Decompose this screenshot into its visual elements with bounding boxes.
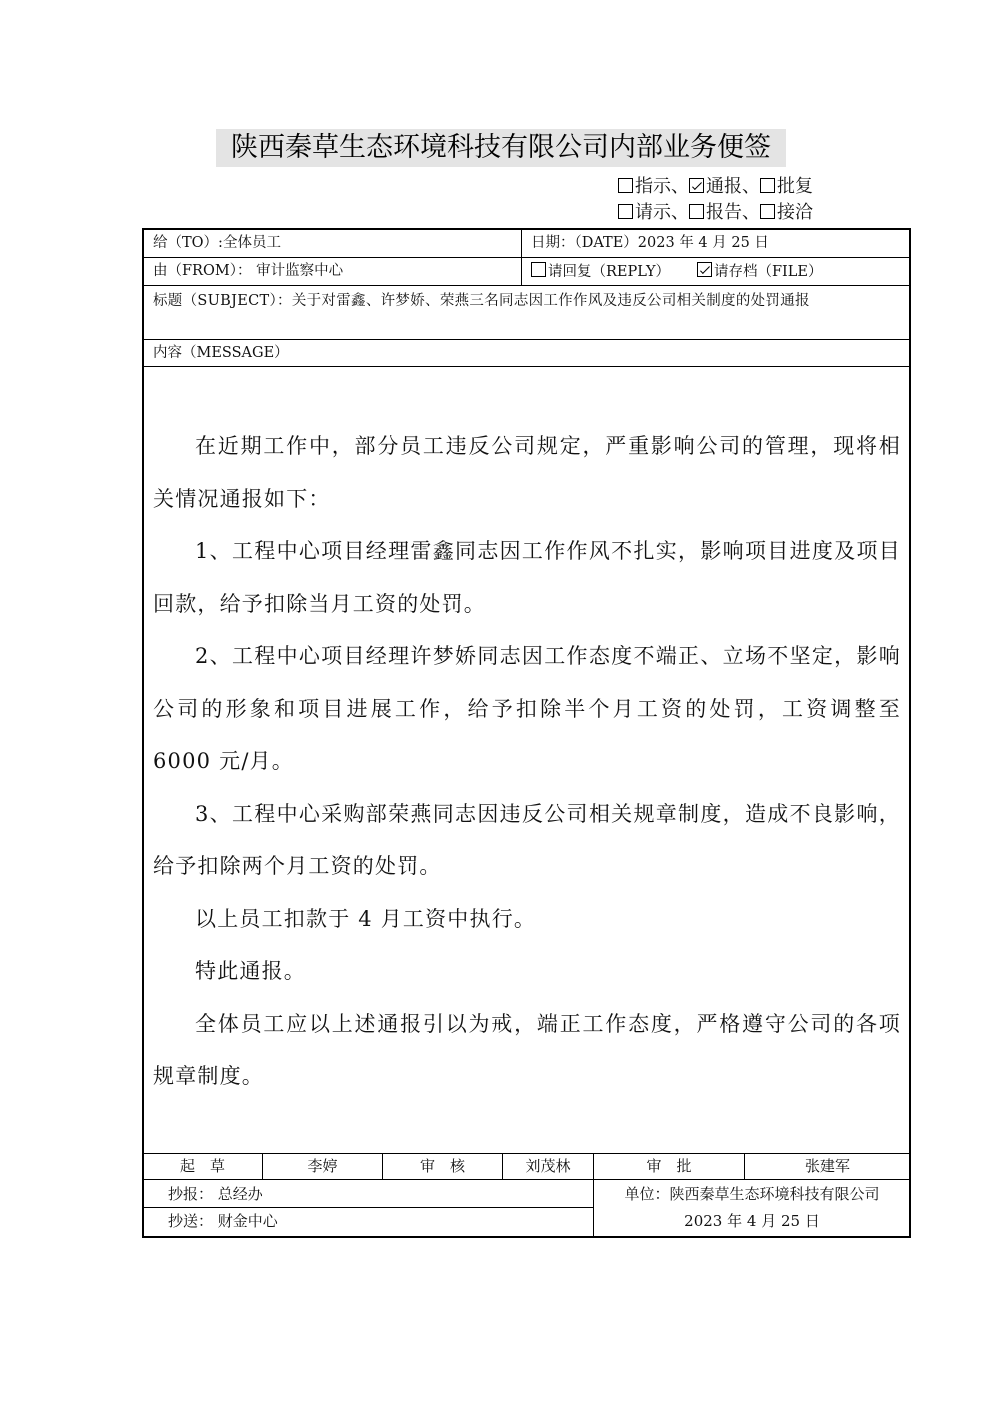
checkbox-instruct (618, 178, 633, 193)
option-approve-reply: 批复 (760, 176, 813, 197)
header-divider (521, 229, 522, 285)
divider (142, 1179, 911, 1180)
subject-field: 标题（SUBJECT）：关于对雷鑫、许梦娇、荣燕三名同志因工作作风及违反公司相关制度的处罚通报 (153, 293, 810, 309)
divider (142, 285, 911, 286)
review-label: 审 核 (419, 1157, 465, 1175)
divider (142, 1207, 593, 1208)
issue-date: 2023 年 4 月 25 日 (684, 1212, 820, 1230)
divider (142, 257, 911, 258)
option-liaison: 接洽 (760, 202, 813, 223)
date-field: 日期：（DATE）2023 年 4 月 25 日 (531, 235, 769, 251)
category-options-row-1: 指示、 通报、 批复 (618, 175, 813, 199)
document-title: 陕西秦草生态环境科技有限公司内部业务便签 (216, 129, 786, 167)
draft-name: 李婷 (307, 1157, 338, 1175)
to-field: 给（TO）:全体员工 (153, 235, 281, 251)
file-option: 请存档（FILE） (697, 262, 823, 281)
checkbox-report (689, 204, 704, 219)
body-paragraph: 特此通报。 (195, 959, 306, 983)
reply-checkbox (531, 262, 546, 277)
checkbox-request (618, 204, 633, 219)
body-paragraph: 3、工程中心采购部荣燕同志因违反公司相关规章制度，造成不良影响，给予扣除两个月工资的处罚。 (153, 801, 901, 878)
option-request: 请示 (618, 202, 671, 223)
divider (142, 339, 911, 340)
from-field: 由（FROM）： 审计监察中心 (153, 263, 344, 279)
file-checkbox (697, 262, 712, 277)
approve-name: 张建军 (804, 1157, 850, 1175)
review-name: 刘茂林 (525, 1157, 571, 1175)
body-paragraph: 全体员工应以上述通报引以为戒，端正工作态度，严格遵守公司的各项规章制度。 (153, 1011, 901, 1088)
approve-label: 审 批 (646, 1157, 692, 1175)
category-options-row-2: 请示、 报告、 接洽 (618, 201, 813, 225)
option-report: 报告 (689, 202, 742, 223)
body-paragraph: 2、工程中心项目经理许梦娇同志因工作态度不端正、立场不坚定，影响公司的形象和项目进展工作，给予扣除半个月工资的处罚，工资调整至 6000 元/月。 (153, 644, 901, 773)
checkbox-liaison (760, 204, 775, 219)
divider (142, 1153, 911, 1154)
reply-option: 请回复（REPLY） (531, 262, 670, 281)
body-paragraph: 以上员工扣款于 4 月工资中执行。 (195, 906, 537, 931)
checkbox-approve-reply (760, 178, 775, 193)
option-instruct: 指示 (618, 176, 671, 197)
cc-send: 抄送： 财金中心 (168, 1212, 278, 1230)
cc-report: 抄报： 总经办 (168, 1185, 263, 1203)
draft-label: 起 草 (179, 1157, 225, 1175)
message-label: 内容（MESSAGE） (153, 345, 289, 361)
message-body (153, 420, 901, 1103)
body-paragraph: 在近期工作中，部分员工违反公司规定，严重影响公司的管理，现将相关情况通报如下： (153, 434, 901, 511)
option-notice: 通报 (689, 176, 742, 197)
divider (142, 366, 911, 367)
body-paragraph: 1、工程中心项目经理雷鑫同志因工作作风不扎实，影响项目进度及项目回款，给予扣除当月工资的处罚。 (153, 539, 901, 616)
issuing-unit: 单位：陕西秦草生态环境科技有限公司 (624, 1185, 880, 1203)
checkbox-notice (689, 178, 704, 193)
